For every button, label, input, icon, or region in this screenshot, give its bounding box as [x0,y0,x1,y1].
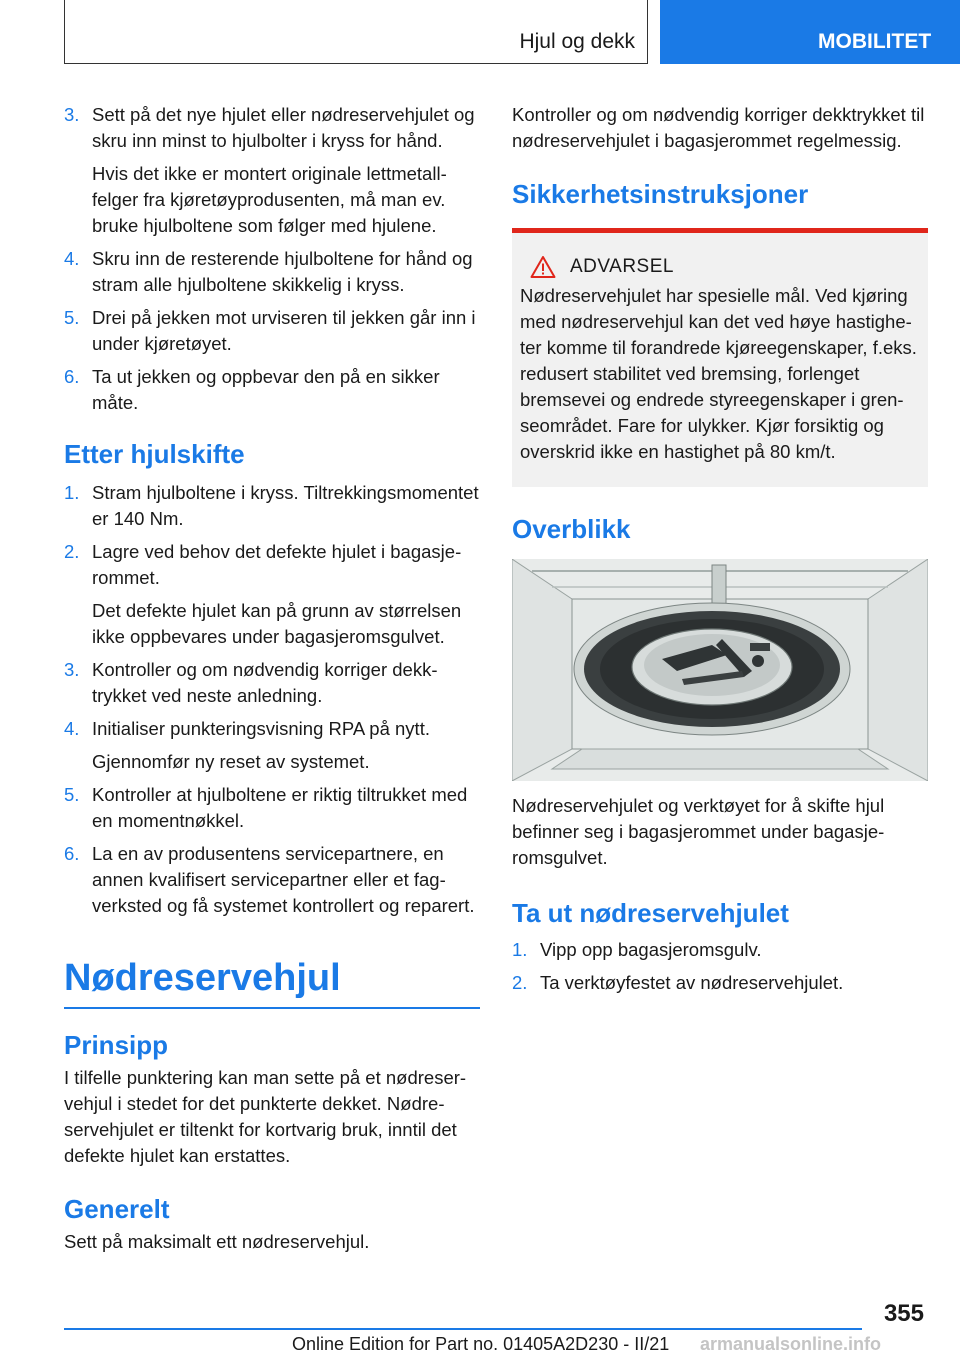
step-text: Initialiser punkteringsvisning RPA på nytt. [92,718,430,739]
section-tab[interactable] [660,0,960,64]
trunk-spare-wheel-image [512,559,928,781]
left-column [64,102,480,1255]
step-text: Sett på det nye hjulet eller nødreservehjulet og skru inn minst to hjulbolter i kryss for hånd. [92,104,475,151]
step-note: Gjennomfør ny reset av systemet. [92,751,370,772]
list-item [64,364,480,416]
step-text: La en av produsentens servicepartnere, en annen kvalifisert servicepartner eller et fagverksted og få systemet kontrollert og reparert. [92,843,475,916]
step-text: Kontroller at hjulboltene er riktig tiltrukket med en momentnøkkel. [92,784,468,831]
step-text: Ta verktøyfestet av nødreservehjulet. [540,972,844,993]
step-text: Lagre ved behov det defekte hjulet i bagasjerommet. [92,541,462,588]
list-item [64,539,480,650]
warning-box [512,228,928,487]
section-title: Hjul og dekk [519,30,635,53]
heading-overview: Overblikk [512,514,631,544]
step-number: 6. [64,366,80,387]
step-note: Hvis det ikke er montert originale lettmetallfelger fra kjøretøyprodusenten, må man ev. bruke hjulboltene som følger med hjulene. [92,163,447,236]
footer-rule [64,1328,862,1330]
install-steps-list [64,102,480,416]
warning-triangle-icon [530,255,556,279]
list-item [64,841,480,919]
step-number: 5. [64,307,80,328]
warning-text: Nødreservehjulet har spesielle mål. Ved kjøring med nødreservehjul kan det ved høye hastigheter komme til forandrede kjøreegenskaper, f.eks. redusert stabilitet ved bremsing, forlenget bremsevei og endrede styreegenskaper i grenseområdet. Fare for ulykker. Kjør forsiktig og overskrid ikke en hastighet på 80 km/t. [520,285,917,462]
step-number: 1. [512,939,528,960]
step-text: Ta ut jekken og oppbevar den på en sikker måte. [92,366,440,413]
heading-principle: Prinsipp [64,1030,169,1060]
heading-after-wheel-change: Etter hjulskifte [64,439,245,469]
list-item [512,970,928,996]
step-text: Vipp opp bagasjeromsgulv. [540,939,762,960]
step-number: 2. [512,972,528,993]
step-text: Stram hjulboltene i kryss. Tiltrekkingsmomentet er 140 Nm. [92,482,479,529]
step-number: 2. [64,541,80,562]
chapter-heading: Nødreservehjul [64,957,341,999]
page-number: 355 [883,1300,924,1327]
warning-header [520,255,920,279]
list-item [64,480,480,532]
section-tab-label: MOBILITET [818,30,932,53]
watermark: armanualsonline.info [700,1334,882,1354]
right-column [512,102,928,1003]
principle-text: I tilfelle punktering kan man sette på et nødreservehjul i stedet for det punkterte dekket. Nødreservehjulet er tiltenkt for kortvarig bruk, inntil det defekte hjulet kan erstattes. [64,1067,467,1166]
step-text: Skru inn de resterende hjulboltene for hånd og stram alle hjulboltene skikkelig i kryss. [92,248,473,295]
list-item [64,716,480,775]
spare-wheel-illustration [512,559,928,781]
heading-general: Generelt [64,1194,170,1224]
step-number: 3. [64,659,80,680]
step-text: Kontroller og om nødvendig korriger dekktrykket ved neste anledning. [92,659,438,706]
list-item [64,657,480,709]
warning-label: ADVARSEL [570,256,674,277]
edition-text: Online Edition for Part no. 01405A2D230 - II/21 [292,1334,670,1354]
after-steps-list [64,480,480,919]
step-number: 4. [64,248,80,269]
list-item [64,305,480,357]
chapter-rule [64,1007,480,1009]
header-title-box [64,0,648,64]
list-item [64,246,480,298]
list-item [64,102,480,239]
step-number: 1. [64,482,80,503]
step-text: Drei på jekken mot urviseren til jekken går inn i under kjøretøyet. [92,307,476,354]
list-item [512,937,928,963]
list-item [64,782,480,834]
step-note: Det defekte hjulet kan på grunn av størrelsen ikke oppbevares under bagasjeromsgulvet. [92,600,462,647]
heading-safety: Sikkerhetsinstruksjoner [512,179,809,209]
heading-remove-spare: Ta ut nødreservehjulet [512,898,789,928]
step-number: 3. [64,104,80,125]
step-number: 5. [64,784,80,805]
remove-steps-list [512,937,928,996]
intro-text: Kontroller og om nødvendig korriger dekktrykket til nødreservehjulet i bagasjerommet regelmessig. [512,104,925,151]
step-number: 6. [64,843,80,864]
general-text: Sett på maksimalt ett nødreservehjul. [64,1231,370,1252]
figure-caption: Nødreservehjulet og verktøyet for å skifte hjul befinner seg i bagasjerommet under bagasjeromsgulvet. [512,795,885,868]
step-number: 4. [64,718,80,739]
